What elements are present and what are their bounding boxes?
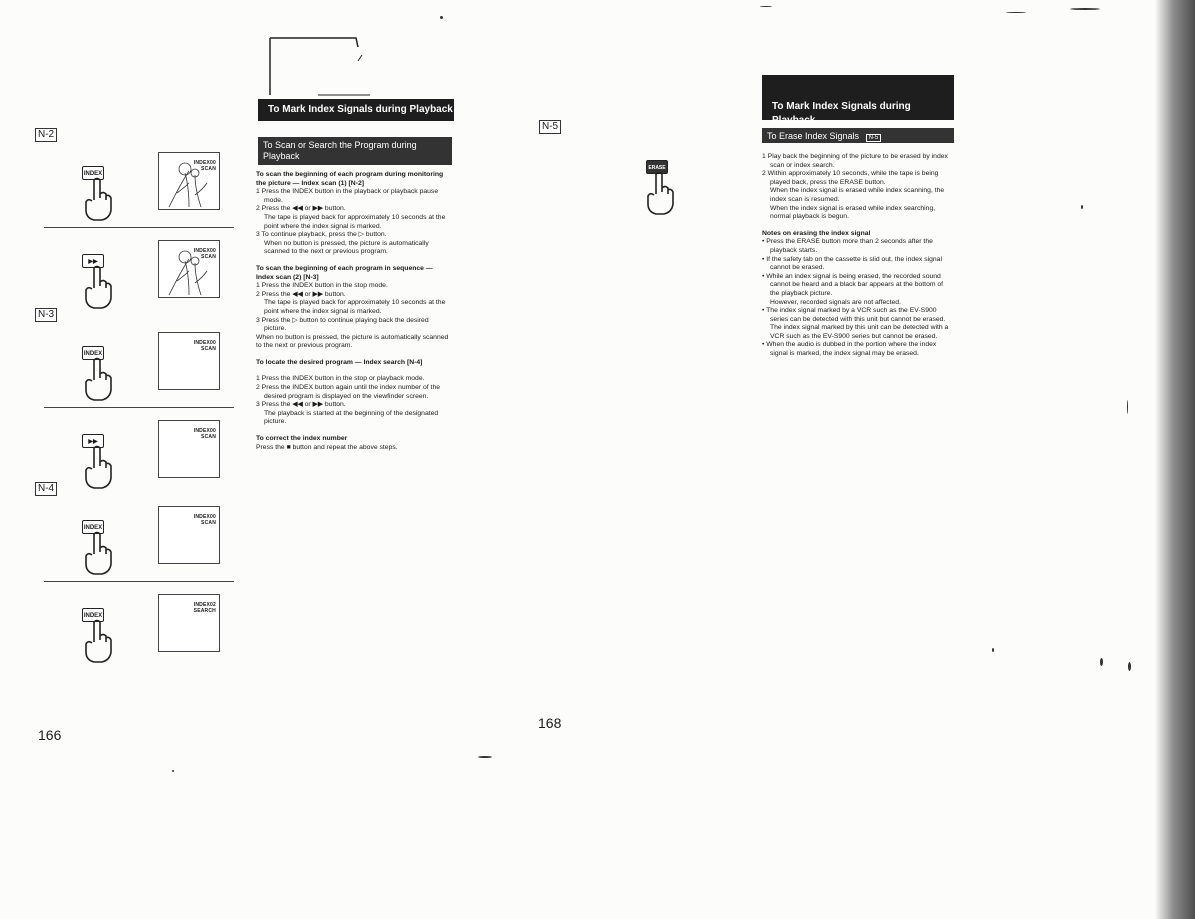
list-item: 2 Within approximately 10 seconds, while the tape is being played back, press the ERASE button. xyxy=(762,170,939,186)
erase-button-drawing: ERASE xyxy=(646,160,668,174)
list-item: 1 Press the INDEX button in the playback or playback pause mode. xyxy=(256,188,439,204)
screen-text: SCAN xyxy=(201,346,216,352)
list-item: 2 Press the ◀◀ or ▶▶ button. xyxy=(256,205,346,213)
paragraph: The index signal marked by this unit can be detected with a VCR such as the EV-S900 series but cannot be erased. xyxy=(770,324,949,340)
screen-text: SCAN xyxy=(201,166,216,172)
list-item: 3 To continue playback, press the ▷ button. xyxy=(256,231,387,239)
subheading: To scan the beginning of each program during monitoring the picture — Index scan (1) [N-2] xyxy=(256,171,444,187)
button-drawing: ▶▶ xyxy=(82,254,104,268)
left-section-title-text: To Scan or Search the Program during Playback xyxy=(263,140,417,161)
page-binding-shadow xyxy=(1155,0,1195,919)
list-item: 3 Press the ◀◀ or ▶▶ button. xyxy=(256,401,346,409)
right-section-badge: N-5 xyxy=(866,134,882,142)
paragraph: Press the ■ button and repeat the above steps. xyxy=(256,443,398,451)
left-header-text: To Mark Index Signals during Playback xyxy=(268,104,453,115)
button-drawing: INDEX xyxy=(82,166,104,180)
list-item: 1 Press the INDEX button in the stop or playback mode. xyxy=(256,375,425,383)
list-item: 1 Press the INDEX button in the stop mode. xyxy=(256,282,388,290)
screen-text: INDEX00 xyxy=(193,248,216,254)
list-item: 3 Press the ▷ button to continue playing back the desired picture. xyxy=(256,316,429,333)
paragraph: When no button is pressed, the picture is automatically scanned to the next or previous program. xyxy=(264,239,429,256)
list-item: 2 Press the ◀◀ or ▶▶ button. xyxy=(256,290,346,298)
paragraph: When no button is pressed, the picture is automatically scanned to the next or previous program. xyxy=(256,333,449,350)
subheading: To correct the index number xyxy=(256,435,348,443)
list-item: • While an index signal is being erased, the recorded sound cannot be heard and a black bar appears at the bottom of the playback picture. xyxy=(762,272,944,297)
screen-text: INDEX00 xyxy=(193,514,216,520)
left-page-number: 166 xyxy=(38,727,62,743)
screen-text: SEARCH xyxy=(193,608,216,614)
list-item: • When the audio is dubbed in the portion where the index signal is marked, the index signal may be erased. xyxy=(762,341,937,358)
paragraph: When the index signal is erased while index scanning, the index scan is resumed. xyxy=(770,187,945,203)
button-drawing: INDEX xyxy=(82,608,104,622)
list-item: • The index signal marked by a VCR such as the EV-S900 series can be detected with this unit but cannot be erased. xyxy=(762,307,946,323)
figure-label-n5: N-5 xyxy=(539,120,561,134)
paragraph: However, recorded signals are not affected. xyxy=(770,298,901,306)
screen-text: INDEX00 xyxy=(193,340,216,346)
screen-text: INDEX00 xyxy=(193,428,216,434)
screen-text: INDEX02 xyxy=(193,602,216,608)
subheading: Notes on erasing the index signal xyxy=(762,229,871,237)
list-item: • If the safety tab on the cassette is slid out, the index signal cannot be erased. xyxy=(762,255,942,272)
paragraph: The tape is played back for approximately 10 seconds at the point where the index signal is marked. xyxy=(264,213,446,230)
button-drawing: INDEX xyxy=(82,346,104,360)
screen-text: SCAN xyxy=(201,520,216,526)
button-drawing: INDEX xyxy=(82,520,104,534)
list-item: 1 Play back the beginning of the picture to be erased by index scan or index search. xyxy=(762,153,948,169)
paragraph: The tape is played back for approximately 10 seconds at the point where the index signal is marked. xyxy=(264,299,446,315)
paragraph: When the index signal is erased while index searching, normal playback is begun. xyxy=(770,204,936,221)
figure-label: N-3 xyxy=(35,308,57,322)
screen-text: SCAN xyxy=(201,434,216,440)
button-drawing: ▶▶ xyxy=(82,434,104,448)
figure-label: N-4 xyxy=(35,482,57,496)
screen-text: INDEX00 xyxy=(193,160,216,166)
figure-label: N-2 xyxy=(35,128,57,142)
right-section-title-text: To Erase Index Signals xyxy=(767,131,860,141)
list-item: • Press the ERASE button more than 2 seconds after the playback starts. xyxy=(762,238,933,254)
list-item: 2 Press the INDEX button again until the index number of the desired program is displayed on the viewfinder screen. xyxy=(256,384,441,400)
screen-text: SCAN xyxy=(201,254,216,260)
subheading: To locate the desired program — Index search [N-4] xyxy=(256,358,423,366)
paragraph: The playback is started at the beginning of the designated picture. xyxy=(264,409,439,426)
right-page-number: 168 xyxy=(538,715,562,731)
subheading: To scan the beginning of each program in sequence — Index scan (2) [N-3] xyxy=(256,264,433,281)
right-header-text: To Mark Index Signals during Playback xyxy=(772,101,911,126)
